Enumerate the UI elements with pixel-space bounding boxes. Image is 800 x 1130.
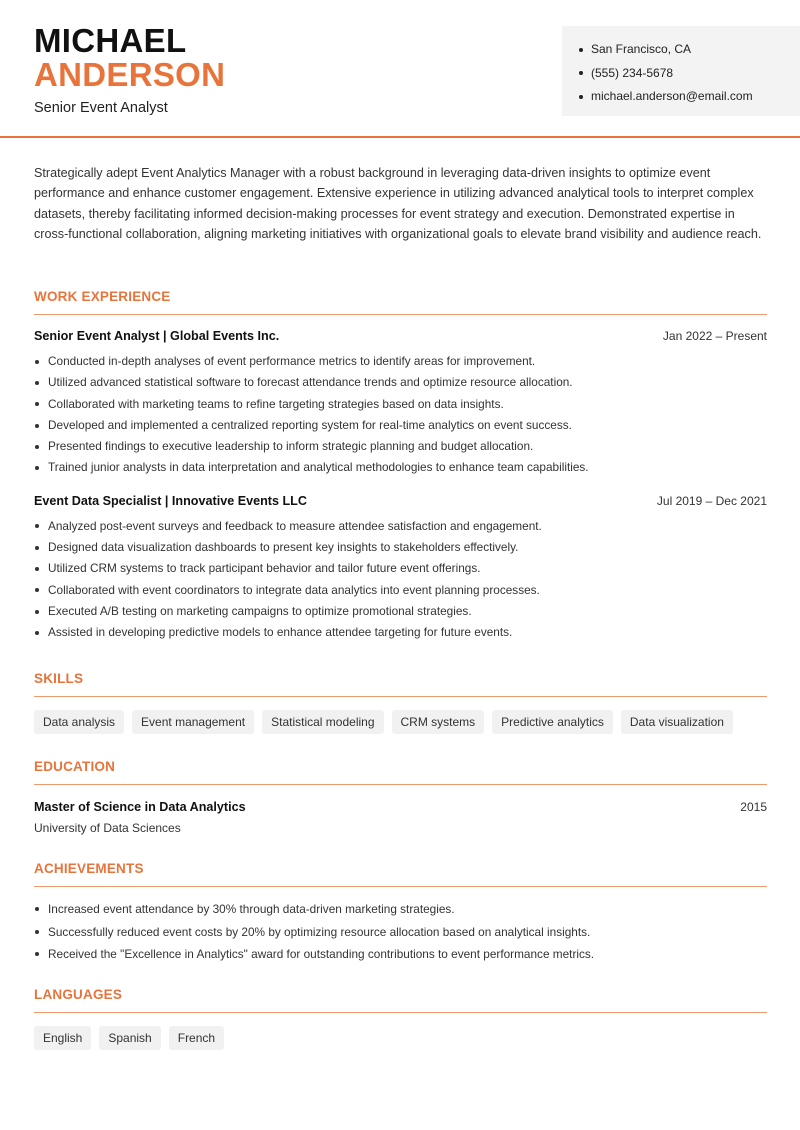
bullet-dot-icon: [35, 588, 39, 592]
job-role: Event Data Specialist | Innovative Events LLC: [34, 493, 307, 508]
contact-phone-text: (555) 234-5678: [591, 65, 674, 80]
list-item: [34, 394, 767, 415]
bullet-dot-icon: [579, 48, 583, 52]
list-item: [34, 558, 767, 579]
skill-tag: Predictive analytics: [492, 710, 613, 734]
education-degree: Master of Science in Data Analytics: [34, 800, 246, 814]
list-item-text: Utilized advanced statistical software to forecast attendance trends and optimize resource allocation.: [48, 375, 573, 390]
list-item-text: Successfully reduced event costs by 20% by optimizing resource allocation based on analytical insights.: [48, 924, 591, 939]
section-title: EDUCATION: [34, 758, 767, 785]
list-item: [34, 436, 767, 457]
contact-box: [562, 26, 800, 116]
language-tag: English: [34, 1026, 91, 1050]
list-item: [34, 372, 767, 393]
skill-tag: Statistical modeling: [262, 710, 383, 734]
bullet-dot-icon: [35, 952, 39, 956]
bullet-dot-icon: [35, 466, 39, 470]
section-title: LANGUAGES: [34, 986, 767, 1013]
bullet-dot-icon: [579, 71, 583, 75]
bullet-dot-icon: [35, 907, 39, 911]
education-year: 2015: [740, 800, 767, 814]
bullet-dot-icon: [35, 930, 39, 934]
job-role: Senior Event Analyst | Global Events Inc.: [34, 329, 280, 343]
bullet-dot-icon: [35, 567, 39, 571]
list-item-text: Analyzed post-event surveys and feedback to measure attendee satisfaction and engagement.: [48, 518, 542, 533]
work-experience-section: [34, 288, 767, 644]
list-item: [34, 457, 767, 478]
list-item: [34, 516, 767, 537]
skill-tag: Data visualization: [621, 710, 733, 734]
list-item: [34, 580, 767, 601]
job-bullets: [34, 516, 767, 644]
skill-tag: Event management: [132, 710, 254, 734]
bullet-dot-icon: [35, 381, 39, 385]
list-item-text: Received the "Excellence in Analytics" award for outstanding contributions to event performance metrics.: [48, 947, 595, 962]
list-item: [34, 537, 767, 558]
language-tags: [34, 1026, 767, 1050]
bullet-dot-icon: [35, 631, 39, 635]
contact-email-text: michael.anderson@email.com: [591, 89, 753, 103]
job-bullets: [34, 351, 767, 479]
skill-tag: CRM systems: [392, 710, 485, 734]
bullet-dot-icon: [35, 524, 39, 528]
bullet-dot-icon: [35, 402, 39, 406]
job-entry: [34, 492, 767, 644]
resume-header: [0, 0, 800, 138]
bullet-dot-icon: [35, 610, 39, 614]
section-title: ACHIEVEMENTS: [34, 860, 767, 887]
job-title: Senior Event Analyst: [34, 100, 168, 116]
list-item-text: Trained junior analysts in data interpretation and analytical methodologies to enhance team capabilities.: [48, 460, 589, 475]
bullet-dot-icon: [35, 360, 39, 364]
language-tag: French: [169, 1026, 224, 1050]
bullet-dot-icon: [35, 424, 39, 428]
list-item: [34, 943, 767, 966]
first-name: MICHAEL: [34, 22, 187, 59]
list-item: [34, 898, 767, 921]
list-item-text: Developed and implemented a centralized reporting system for real-time analytics on event success.: [48, 417, 572, 432]
section-title: WORK EXPERIENCE: [34, 288, 767, 315]
list-item: [34, 921, 767, 944]
language-tag: Spanish: [99, 1026, 160, 1050]
contact-location-text: San Francisco, CA: [591, 42, 692, 56]
list-item: [34, 351, 767, 372]
job-entry: [34, 327, 767, 479]
education-section: [34, 758, 767, 837]
contact-location: [579, 38, 800, 62]
list-item: [34, 415, 767, 436]
languages-section: [34, 986, 767, 1050]
job-dates: Jan 2022 – Present: [662, 329, 767, 343]
skills-section: [34, 670, 767, 734]
last-name: ANDERSON: [34, 56, 226, 93]
list-item-text: Utilized CRM systems to track participant behavior and tailor future event offerings.: [48, 561, 481, 576]
bullet-dot-icon: [35, 445, 39, 449]
achievements-section: [34, 860, 767, 966]
contact-phone: [579, 62, 800, 86]
achievement-list: [34, 898, 767, 966]
list-item-text: Presented findings to executive leadership to inform strategic planning and budget allocation.: [48, 439, 534, 454]
section-title: SKILLS: [34, 670, 767, 697]
summary-paragraph: Strategically adept Event Analytics Manager with a robust background in leveraging data-driven insights to optimize event performance and enhance customer engagement. Extensive experience in utilizing advanced analytical tools to interpret complex datasets, thereby facilitating informed decision-making processes for event strategy and execution. Demonstrated expertise in cross-functional collaboration, aligning marketing initiatives with organizational goals to elevate brand visibility and audience reach.: [34, 166, 762, 242]
bullet-dot-icon: [579, 95, 583, 99]
list-item-text: Collaborated with marketing teams to refine targeting strategies based on data insights.: [48, 396, 504, 411]
list-item-text: Collaborated with event coordinators to integrate data analytics into event planning processes.: [48, 582, 540, 597]
list-item-text: Assisted in developing predictive models to enhance attendee targeting for future events.: [48, 625, 513, 640]
list-item-text: Executed A/B testing on marketing campaigns to optimize promotional strategies.: [48, 603, 472, 618]
list-item-text: Designed data visualization dashboards to present key insights to stakeholders effectively.: [48, 540, 519, 555]
list-item-text: Conducted in-depth analyses of event performance metrics to identify areas for improvement.: [48, 354, 536, 368]
skill-tags: [34, 710, 767, 734]
job-dates: Jul 2019 – Dec 2021: [656, 493, 767, 508]
education-school: University of Data Sciences: [34, 821, 181, 835]
skill-tag: Data analysis: [34, 710, 124, 734]
list-item-text: Increased event attendance by 30% through data-driven marketing strategies.: [48, 902, 455, 916]
bullet-dot-icon: [35, 546, 39, 550]
contact-email: [579, 85, 800, 109]
list-item: [34, 622, 767, 643]
list-item: [34, 601, 767, 622]
